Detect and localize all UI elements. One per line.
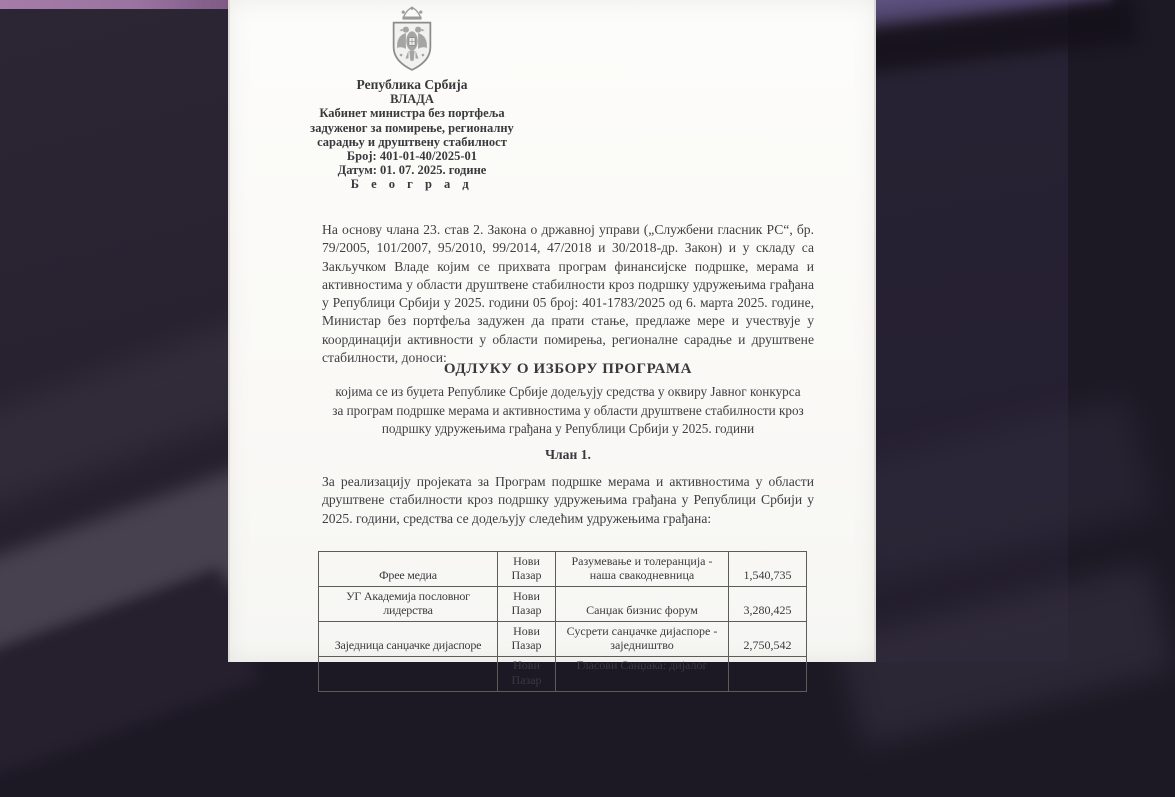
backdrop-right xyxy=(876,0,1068,662)
letterhead xyxy=(242,6,582,192)
letterhead-reference-number: Број: 401-01-40/2025-01 xyxy=(346,149,478,164)
letterhead-government: ВЛАДА xyxy=(390,92,434,107)
project-cell: Санџак бизнис форум xyxy=(556,587,729,622)
project-cell: Разумевање и толеранција - наша свакодневница xyxy=(556,552,729,587)
preamble-paragraph: На основу члана 23. став 2. Закона о државној управи („Службени гласник РС“, бр. 79/2005, 101/2007, 95/2010, 99/2014, 47/2018 и 30/2018-др. Закон) и у складу са Закључком Владе којим се прихвата програм финансијске подршке, мерама и активностима у области друштвене стабилности кроз подршку удружењима грађана у Републици Србији у 2025. години 05 број: 401-1783/2025 од 6. марта 2025. године, Министар без портфеља задужен да прати стање, предлаже мере и учествује у координацији активности у области помирења, регионалне сарадње и друштвене стабилности, доноси: xyxy=(322,222,814,366)
decision-subtitle: којима се из буџета Републике Србије додељују средства у оквиру Јавног конкурса за програм подршке мерама и активностима у области друштвене стабилности кроз подршку удружењима грађана у Републици Србији у 2025. години xyxy=(332,384,804,437)
amount-cell: 3,280,425 xyxy=(729,587,807,622)
project-cell: Гласови Санџака: дијалог xyxy=(556,657,729,692)
letterhead-office-line-1: Кабинет министра без портфеља xyxy=(319,106,505,121)
organization-cell: Фрее медиа xyxy=(319,552,498,587)
project-cell: Сусрети санџачке дијаспоре - заједништво xyxy=(556,622,729,657)
amount-cell: 2,750,542 xyxy=(729,622,807,657)
letterhead-country: Република Србија xyxy=(356,77,468,92)
grants-table xyxy=(318,551,807,692)
letterhead-city: Б е о г р а д xyxy=(350,177,474,192)
city-cell: Нови Пазар xyxy=(498,657,556,692)
grants-row-2 xyxy=(319,587,807,622)
backdrop-soft-band xyxy=(837,563,1174,747)
amount-cell: 1,540,735 xyxy=(729,552,807,587)
organization-cell: УГ Академија пословног лидерства xyxy=(319,587,498,622)
letterhead-office-line-3: сарадњу и друштвену стабилност xyxy=(317,134,507,149)
organization-cell: Заједница санџачке дијаспоре xyxy=(319,622,498,657)
decision-title: ОДЛУКУ О ИЗБОРУ ПРОГРАМА xyxy=(443,361,693,377)
organization-cell xyxy=(319,657,498,692)
document-page xyxy=(228,0,876,687)
grants-row-4 xyxy=(319,657,807,692)
amount-cell xyxy=(729,657,807,692)
backdrop-top-band xyxy=(0,0,228,9)
article-1-text: За реализацију пројеката за Програм подршке мерама и активностима у области друштвене стабилности кроз подршку удружењима грађана у Републици Србији у 2025. години, средства се додељују следећим удружењима грађана: xyxy=(322,474,814,526)
grants-row-1 xyxy=(319,552,807,587)
serbia-coat-of-arms-icon xyxy=(385,6,439,76)
backdrop-left xyxy=(0,0,228,662)
city-cell: Нови Пазар xyxy=(498,552,556,587)
city-cell: Нови Пазар xyxy=(498,587,556,622)
letterhead-office-line-2: задуженог за помирење, регионалну xyxy=(310,120,514,135)
article-1-heading: Члан 1. xyxy=(545,447,591,462)
letterhead-date: Датум: 01. 07. 2025. године xyxy=(337,163,487,178)
backdrop-soft-band xyxy=(836,395,1156,584)
grants-row-3 xyxy=(319,622,807,657)
city-cell: Нови Пазар xyxy=(498,622,556,657)
